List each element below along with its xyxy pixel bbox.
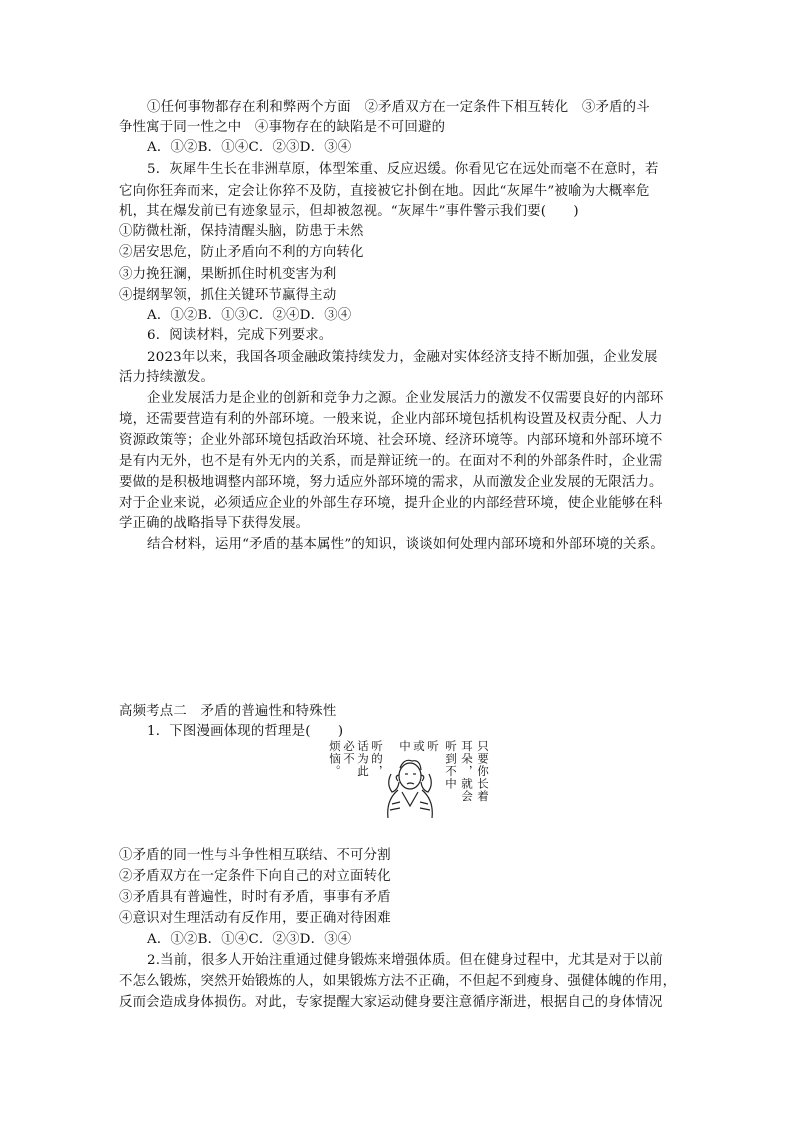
q1-choices: A．①②B．①④C．②③D．③④	[147, 932, 352, 947]
q5-option-4: ④提纲挈领，抓住关键环节赢得主动	[119, 288, 337, 303]
cartoon-text-column: 听的，	[370, 740, 384, 778]
section-heading: 高频考点二 矛盾的普遍性和特殊性	[119, 704, 337, 719]
q6-material-p2-line-6: 对于企业来说，必须适应企业的外部生存环境，提升企业的内部经营环境，使企业能够在科	[119, 496, 663, 511]
cartoon-text-column: 听到不中	[444, 740, 458, 790]
q6-material-p1-line-2: 活力持续激发。	[119, 370, 215, 385]
q2-stem-line-1: 2.当前，很多人开始注重通过健身锻炼来增强体质。但在健身过程中，尤其是对于以前	[147, 953, 664, 968]
q5-option-3: ③力挽狂澜，果断抓住时机变害为利	[119, 267, 337, 282]
cartoon-text-column: 烦恼。	[328, 740, 342, 778]
q5-stem-line-1: 5．灰犀牛生长在非洲草原，体型笨重、反应迟缓。你看见它在远处而毫不在意时，若	[147, 162, 659, 177]
q1-option-2: ②矛盾双方在一定条件下向自己的对立面转化	[119, 869, 391, 884]
q1-option-4: ④意识对生理活动有反作用，要正确对待困难	[119, 911, 391, 926]
cartoon-text-column: 必不	[342, 740, 356, 765]
q2-stem-line-3: 反而会造成身体损伤。对此，专家提醒大家运动健身要注意循序渐进，根据自己的身体情况	[119, 995, 663, 1010]
q5-stem-line-2: 它向你狂奔而来，定会让你猝不及防，直接被它扑倒在地。因此“灰犀牛”被喻为大概率危	[119, 184, 650, 199]
q5-option-2: ②居安思危，防止矛盾向不利的方向转化	[119, 245, 364, 260]
q4-choices: A．①②B．①④C．②③D．③④	[147, 140, 352, 155]
cartoon-illustration	[328, 740, 492, 818]
q5-option-1: ①防微杜渐，保持清醒头脑，防患于未然	[119, 224, 364, 239]
q6-material-p2-line-3: 资源政策等；企业外部环境包括政治环境、社会环境、经济环境等。内部环境和外部环境不	[119, 433, 663, 448]
q5-stem-line-3: 机，其在爆发前已有迹象显示，但却被忽视。“灰犀牛”事件警示我们要( )	[119, 204, 579, 219]
cartoon-text-column: 或	[412, 740, 426, 753]
q6-material-p2-line-2: 境，还需要营造有利的外部环境。一般来说，企业内部环境包括机构设置及权责分配、人力	[119, 412, 663, 427]
q6-material-p2-line-4: 是有内无外，也不是有外无内的关系，而是辩证统一的。在面对不利的外部条件时，企业需	[119, 454, 663, 469]
q6-material-p1-line-1: 2023年以来，我国各项金融政策持续发力，金融对实体经济支持不断加强，企业发展	[147, 350, 658, 365]
q1-title: 1．下图漫画体现的哲理是( )	[147, 724, 344, 739]
q4-options-line-2: 争性寓于同一性之中 ④事物存在的缺陷是不可回避的	[119, 120, 446, 135]
q6-material-p2-line-1: 企业发展活力是企业的创新和竞争力之源。企业发展活力的激发不仅需要良好的内部环	[147, 391, 664, 406]
q4-options-line-1: ①任何事物都存在利和弊两个方面 ②矛盾双方在一定条件下相互转化 ③矛盾的斗	[147, 100, 650, 115]
q6-title: 6．阅读材料，完成下列要求。	[147, 328, 333, 343]
cartoon-text-column: 话为此	[356, 740, 370, 778]
q6-task: 结合材料，运用“矛盾的基本属性”的知识，谈谈如何处理内部环境和外部环境的关系。	[147, 537, 664, 552]
q2-stem-line-2: 不怎么锻炼，突然开始锻炼的人，如果锻炼方法不正确，不但起不到瘦身、强健体魄的作用，	[119, 974, 677, 989]
cartoon-text-column: 听	[426, 740, 440, 753]
q1-option-1: ①矛盾的同一性与斗争性相互联结、不可分割	[119, 848, 391, 863]
q5-choices: A．①②B．①③C．②④D．③④	[147, 308, 352, 323]
q1-option-3: ③矛盾具有普遍性，时时有矛盾，事事有矛盾	[119, 890, 391, 905]
q6-material-p2-line-5: 要做的是积极地调整内部环境，努力适应外部环境的需求，从而激发企业发展的无限活力。	[119, 475, 663, 490]
cartoon-text-column: 中	[398, 740, 412, 753]
cartoon-text-column: 耳朵，就会	[460, 740, 474, 803]
q6-material-p2-line-7: 学正确的战略指导下获得发展。	[119, 516, 310, 531]
cartoon-text-column: 只要你长着	[476, 740, 490, 803]
